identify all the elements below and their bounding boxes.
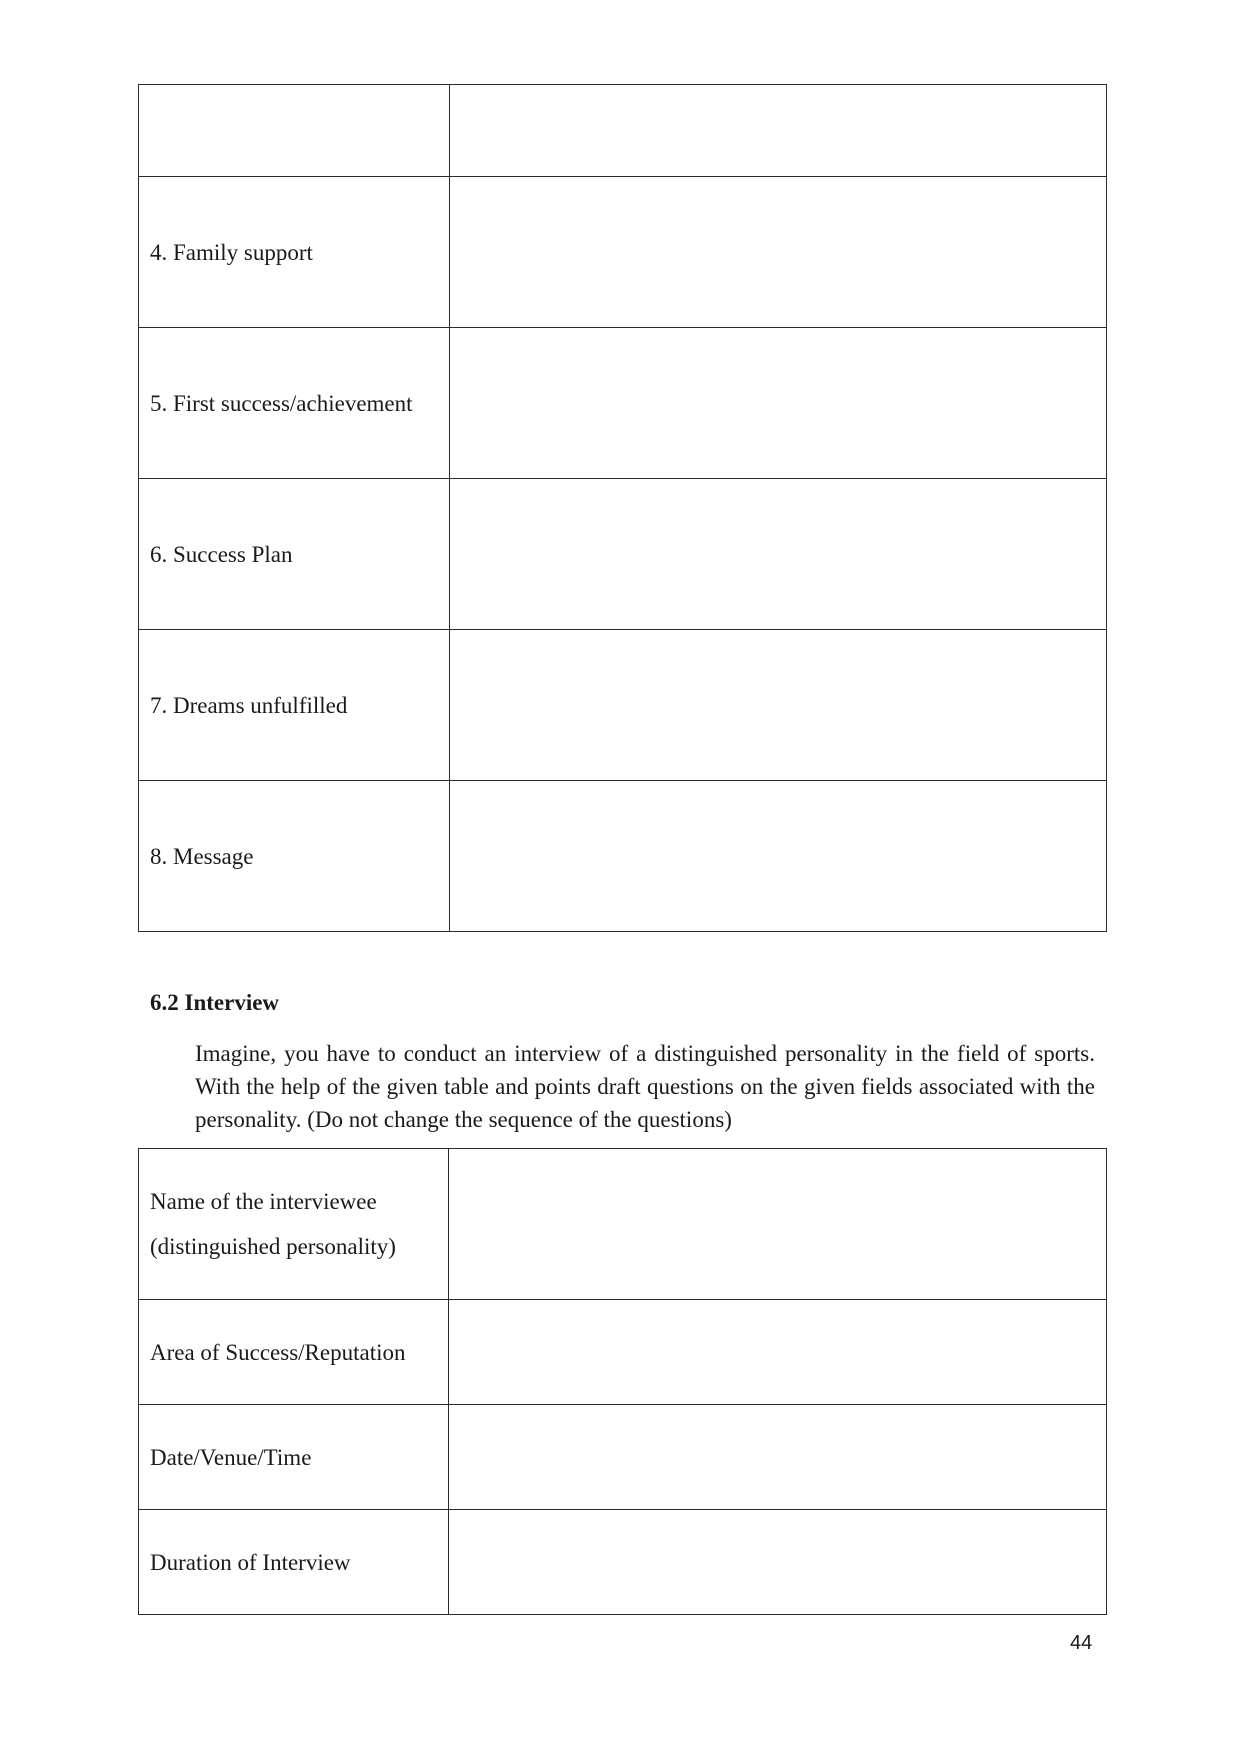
section-title: 6.2 Interview (150, 990, 280, 1015)
row-answer-cell[interactable] (449, 1300, 1107, 1405)
table-row (139, 1510, 1107, 1615)
table-row (139, 1405, 1107, 1510)
row-answer-cell[interactable] (450, 479, 1107, 630)
row-answer-cell[interactable] (450, 177, 1107, 328)
table-row (139, 1300, 1107, 1405)
row-label (139, 1149, 449, 1300)
row-label-line: Name of the interviewee (150, 1189, 377, 1214)
row-label (139, 85, 450, 177)
row-answer-cell[interactable] (450, 328, 1107, 479)
table-row (139, 781, 1107, 932)
row-label: 8. Message (139, 781, 450, 932)
row-answer-cell[interactable] (450, 630, 1107, 781)
profile-table (138, 84, 1107, 932)
row-label: 6. Success Plan (139, 479, 450, 630)
row-label: 5. First success/achievement (139, 328, 450, 479)
table-row (139, 177, 1107, 328)
row-label: Date/Venue/Time (139, 1405, 449, 1510)
row-label: 4. Family support (139, 177, 450, 328)
table-row (139, 328, 1107, 479)
row-answer-cell[interactable] (450, 781, 1107, 932)
table-row (139, 479, 1107, 630)
table-row (139, 1149, 1107, 1300)
interview-table (138, 1148, 1107, 1615)
row-answer-cell[interactable] (449, 1405, 1107, 1510)
row-label: Area of Success/Reputation (139, 1300, 449, 1405)
row-label-line: (distinguished personality) (150, 1234, 396, 1259)
row-answer-cell[interactable] (450, 85, 1107, 177)
row-label: 7. Dreams unfulfilled (139, 630, 450, 781)
row-answer-cell[interactable] (449, 1149, 1107, 1300)
row-answer-cell[interactable] (449, 1510, 1107, 1615)
table-row (139, 85, 1107, 177)
row-label: Duration of Interview (139, 1510, 449, 1615)
instructions-paragraph: Imagine, you have to conduct an interview of a distinguished personality in the field of sports. With the help of the given table and points draft questions on the given fields associated with the personality. (Do not change the sequence of the questions) (195, 1041, 1095, 1132)
page-number: 44 (1070, 1632, 1093, 1654)
table-row (139, 630, 1107, 781)
